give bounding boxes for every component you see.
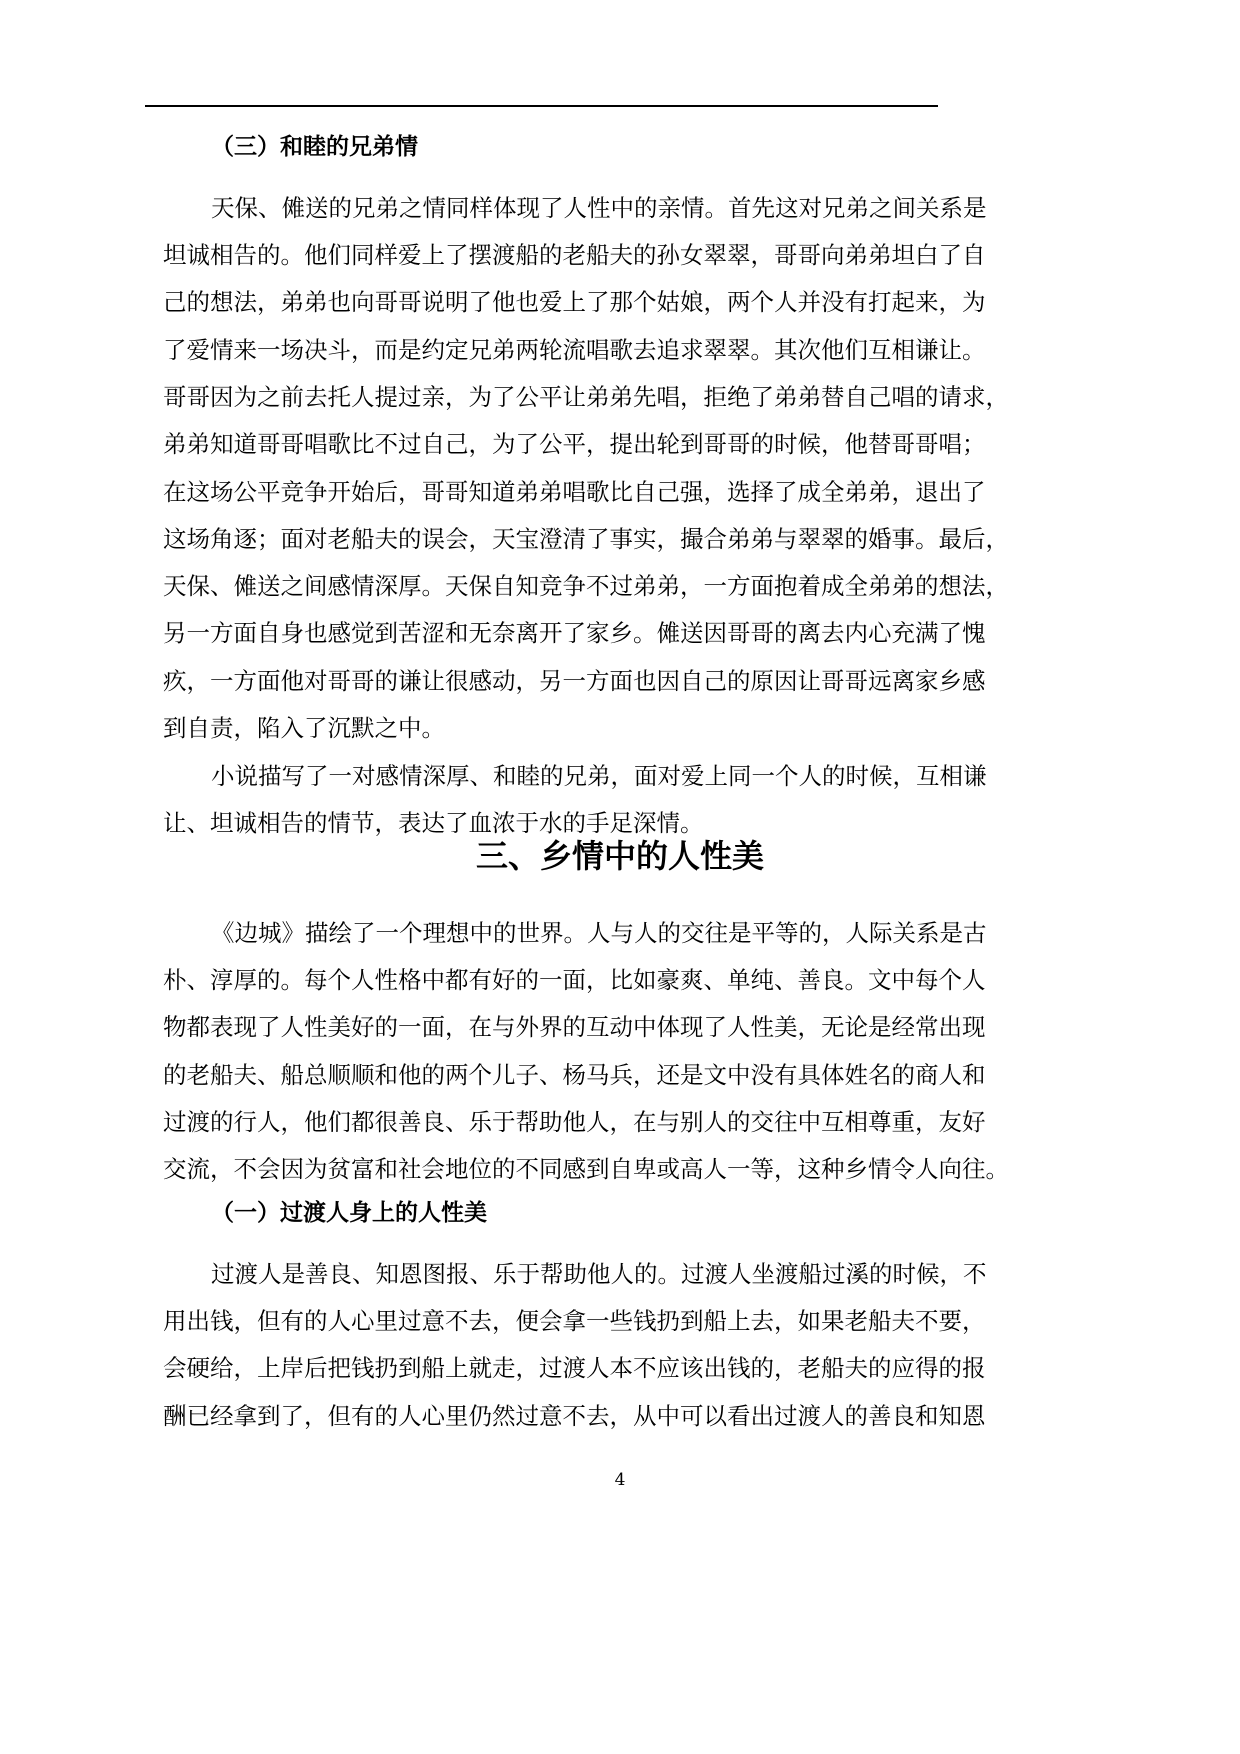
text-line: 用出钱，但有的人心里过意不去，便会拿一些钱扔到船上去，如果老船夫不要， [163, 1307, 986, 1335]
subheading-harmonious-brothers: （三）和睦的兄弟情 [211, 134, 418, 160]
text-line: 疚，一方面他对哥哥的谦让很感动，另一方面也因自己的原因让哥哥远离家乡感 [163, 667, 986, 695]
text-line: 到自责，陷入了沉默之中。 [163, 714, 445, 742]
text-line: 会硬给，上岸后把钱扔到船上就走，过渡人本不应该出钱的，老船夫的应得的报 [163, 1354, 986, 1382]
page-number: 4 [614, 1470, 626, 1490]
text-line: 《边城》描绘了一个理想中的世界。人与人的交往是平等的，人际关系是古 [211, 919, 987, 947]
text-line: 坦诚相告的。他们同样爱上了摆渡船的老船夫的孙女翠翠，哥哥向弟弟坦白了自 [163, 241, 986, 269]
subheading-ferry-passengers: （一）过渡人身上的人性美 [211, 1200, 487, 1226]
text-line: 的老船夫、船总顺顺和他的两个儿子、杨马兵，还是文中没有具体姓名的商人和 [163, 1061, 986, 1089]
text-line: 另一方面自身也感觉到苦涩和无奈离开了家乡。傩送因哥哥的离去内心充满了愧 [163, 619, 986, 647]
text-line: 交流，不会因为贫富和社会地位的不同感到自卑或高人一等，这种乡情令人向往。 [163, 1155, 1009, 1183]
text-line: 过渡人是善良、知恩图报、乐于帮助他人的。过渡人坐渡船过溪的时候，不 [211, 1260, 987, 1288]
header-rule [145, 105, 938, 107]
text-line: 小说描写了一对感情深厚、和睦的兄弟，面对爱上同一个人的时候，互相谦 [211, 762, 987, 790]
text-line: 朴、淳厚的。每个人性格中都有好的一面，比如豪爽、单纯、善良。文中每个人 [163, 966, 986, 994]
text-line: 在这场公平竞争开始后，哥哥知道弟弟唱歌比自己强，选择了成全弟弟，退出了 [163, 478, 986, 506]
section-heading: 三、乡情中的人性美 [475, 837, 764, 875]
text-line: 了爱情来一场决斗，而是约定兄弟两轮流唱歌去追求翠翠。其次他们互相谦让。 [163, 336, 986, 364]
text-line: 弟弟知道哥哥唱歌比不过自己，为了公平，提出轮到哥哥的时候，他替哥哥唱； [163, 430, 986, 458]
text-line: 天保、傩送之间感情深厚。天保自知竞争不过弟弟，一方面抱着成全弟弟的想法， [163, 572, 1009, 600]
text-line: 让、坦诚相告的情节，表达了血浓于水的手足深情。 [163, 809, 704, 837]
text-line: 过渡的行人，他们都很善良、乐于帮助他人，在与别人的交往中互相尊重，友好 [163, 1108, 986, 1136]
text-line: 物都表现了人性美好的一面，在与外界的互动中体现了人性美，无论是经常出现 [163, 1013, 986, 1041]
text-line: 酬已经拿到了，但有的人心里仍然过意不去，从中可以看出过渡人的善良和知恩 [163, 1402, 986, 1430]
text-line: 己的想法，弟弟也向哥哥说明了他也爱上了那个姑娘，两个人并没有打起来，为 [163, 288, 986, 316]
text-line: 天保、傩送的兄弟之情同样体现了人性中的亲情。首先这对兄弟之间关系是 [211, 194, 987, 222]
text-line: 哥哥因为之前去托人提过亲，为了公平让弟弟先唱，拒绝了弟弟替自己唱的请求， [163, 383, 1009, 411]
text-line: 这场角逐；面对老船夫的误会，天宝澄清了事实，撮合弟弟与翠翠的婚事。最后， [163, 525, 1009, 553]
